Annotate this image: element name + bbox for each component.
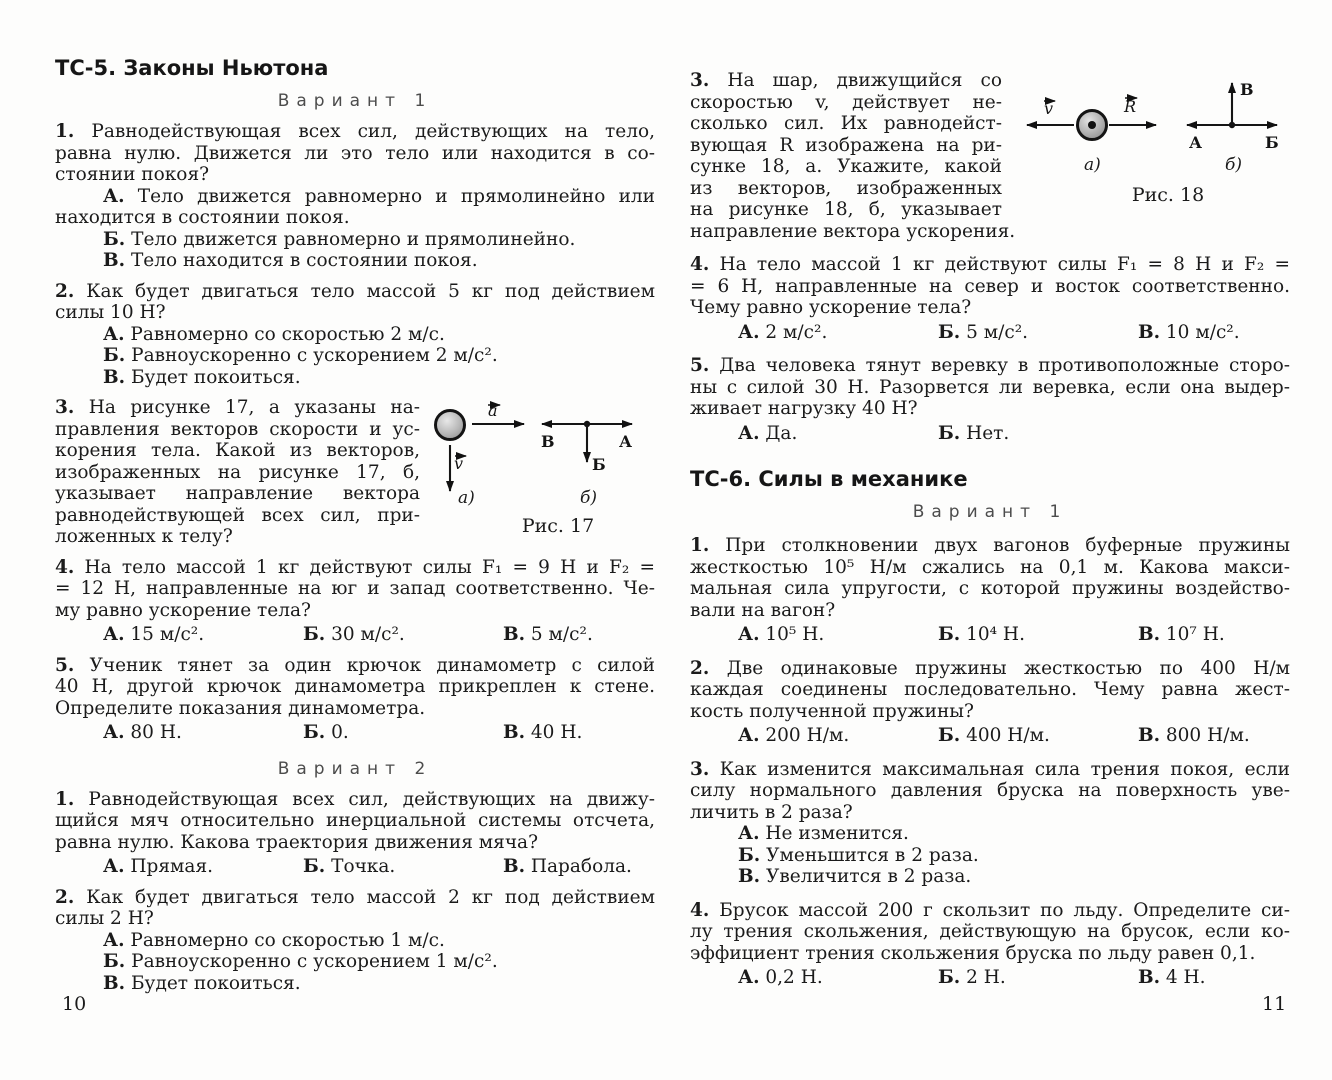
figure-17 — [430, 399, 655, 545]
question-tc5-v1-1 — [55, 121, 655, 272]
answer-option-b: Б. Тело движется равномерно и прямолинейно. — [103, 228, 576, 250]
question-text: 2. Как будет двигаться тело массой 5 кг под действием силы 10 Н? — [55, 280, 655, 323]
question-tc5-v1-5 — [55, 655, 655, 744]
question-tc6-v1-2 — [690, 658, 1290, 747]
answer-option-v: В. Будет покоиться. — [103, 972, 301, 994]
answer-option-b: Б. 2 Н. — [937, 967, 1006, 988]
answer-row — [55, 856, 655, 878]
page-number-right: 11 — [1262, 993, 1287, 1015]
vector-r-label: R — [1124, 97, 1137, 116]
answer-option-b: Б. Равноускоренно с ускорением 1 м/с². — [103, 951, 498, 972]
figure-18-diagram — [1010, 70, 1290, 210]
ball-center-dot — [1088, 121, 1096, 129]
answer-option-a: А. Равномерно со скоростью 1 м/с. — [103, 929, 445, 951]
answer-option-a: А. 0,2 Н. — [738, 967, 823, 988]
answer-option-b: Б. Нет. — [937, 422, 1010, 444]
question-text: 2. Как будет двигаться тело массой 2 кг под действием силы 2 Н? — [55, 886, 655, 929]
answer-option-a: А. Не изменится. — [738, 823, 909, 844]
subfigure-b-label: б) — [1225, 155, 1243, 175]
page-number-left: 10 — [62, 993, 87, 1015]
figure-18-caption: Рис. 18 — [1131, 184, 1205, 206]
section-title-tc6: ТС-6. Силы в механике — [690, 467, 968, 491]
vector-a-label: a — [488, 401, 498, 420]
subfigure-b-label: б) — [580, 488, 598, 508]
vector-v-label: v — [1044, 99, 1054, 118]
question-tc5-v2-3 — [690, 70, 1290, 242]
question-text: 1. При столкновении двух вагонов буферные пружины жесткостью 10⁵ Н/м сжались на 0,1 м. Какова макси- мальная сила упругости, с которой пружины воздейство- вали на вагон? — [690, 535, 1290, 621]
answer-row — [690, 423, 1290, 445]
answer-option-b: Б. Точка. — [302, 856, 396, 877]
answer-option-v: В. 10⁷ Н. — [1137, 624, 1225, 645]
answer-option-a: А. 2 м/с². — [738, 321, 828, 343]
answer-row — [55, 722, 655, 744]
answer-option-a: А. 200 Н/м. — [738, 725, 850, 746]
figure-17-caption: Рис. 17 — [521, 515, 595, 537]
question-text: 1. Равнодействующая всех сил, действующих на тело, равна нулю. Движется ли это тело или находится в со- стоянии покоя? — [55, 121, 655, 185]
answer-option-b: Б. Равноускоренно с ускорением 2 м/с². — [103, 345, 498, 366]
question-tc6-v1-4 — [690, 900, 1290, 989]
question-tc5-v2-4 — [690, 254, 1290, 343]
answer-option-b: Б. Уменьшится в 2 раза. — [738, 844, 979, 866]
dir-label-v: В — [541, 432, 555, 451]
answer-option-a: А. 80 Н. — [103, 722, 182, 743]
answer-option-v: В. 10 м/с². — [1137, 321, 1240, 343]
question-text: 3. На шар, движущийся со скоростью v, действует не- сколько сил. Их равнодейст- вующая R изображена на ри- сунке 18, а. Укажите, какой из векторов, изображенных на рисунке 18, б, указывает направление вектора ускорения. — [690, 70, 1016, 242]
answer-option-v: В. 800 Н/м. — [1137, 725, 1250, 746]
answer-row — [690, 624, 1290, 646]
variant-1-heading-left: Вариант 1 — [277, 91, 433, 111]
answer-option-v: В. Тело находится в состоянии покоя. — [103, 250, 478, 271]
answer-row — [690, 322, 1290, 344]
subfigure-a-label: а) — [1084, 155, 1101, 175]
question-tc5-v2-2 — [55, 887, 655, 995]
question-text: 3. На рисунке 17, а указаны на- правления векторов скорости и ус- корения тела. Какой из векторов, изображенных на рисунке 17, б, указывает направление вектора равнодействующей всех сил, при- ложенных к телу? — [55, 397, 420, 547]
answer-option-a: А. 10⁵ Н. — [738, 624, 825, 645]
variant-1-heading-right: Вариант 1 — [912, 502, 1068, 522]
answer-row — [690, 967, 1290, 989]
question-text: 4. Брусок массой 200 г скользит по льду. Определите си- лу трения скольжения, действующую на брусок, если ко- эффициент трения скольжения бруска по льду равен 0,1. — [690, 899, 1290, 964]
question-tc5-v2-5 — [690, 355, 1290, 444]
question-text: 4. На тело массой 1 кг действуют силы F₁ = 8 Н и F₂ = = 6 Н, направленные на север и восток соответственно. Чему равно ускорение тела? — [690, 254, 1290, 318]
ball-icon — [436, 411, 465, 440]
answer-option-b: Б. 5 м/с². — [937, 321, 1029, 343]
dir-label-b: Б — [1265, 133, 1279, 152]
page-left — [55, 55, 655, 994]
section-title-tc5: ТС-5. Законы Ньютона — [55, 56, 329, 80]
question-text: 5. Ученик тянет за один крючок динамометр с силой 40 Н, другой крючок динамометра прикреплен к стене. Определите показания динамометра. — [55, 654, 655, 719]
answer-option-a: А. Прямая. — [103, 856, 214, 877]
answer-option-b: Б. 400 Н/м. — [937, 725, 1050, 746]
dir-label-a: А — [1189, 133, 1203, 152]
figure-17-diagram — [430, 399, 655, 539]
dir-label-a: А — [619, 432, 633, 451]
figure-18 — [1010, 70, 1290, 216]
answer-option-b: Б. 10⁴ Н. — [937, 624, 1025, 645]
question-tc6-v1-3 — [690, 759, 1290, 888]
answer-option-a: А. Тело движется равномерно и прямолинейно или находится в состоянии покоя. — [55, 185, 655, 228]
answer-option-v: В. 4 Н. — [1137, 967, 1206, 988]
question-tc5-v1-4 — [55, 557, 655, 646]
answer-option-v: В. 40 Н. — [502, 722, 583, 743]
vector-v-label: v — [454, 454, 464, 473]
question-text: 2. Две одинаковые пружины жесткостью по 400 Н/м каждая соединены последовательно. Чему равна жест- кость полученной пружины? — [690, 657, 1290, 722]
answer-option-v: В. 5 м/с². — [502, 624, 593, 645]
variant-2-heading: Вариант 2 — [277, 758, 433, 779]
question-text: 3. Как изменится максимальная сила трения покоя, если силу нормального давления бруска на поверхность уве- личить в 2 раза? — [690, 758, 1290, 823]
answer-row — [55, 624, 655, 646]
subfigure-a-label: а) — [458, 488, 475, 508]
question-text: 5. Два человека тянут веревку в противоположные сторо- ны с силой 30 Н. Разорвется ли веревка, если она выдер- живает нагрузку 40 Н? — [690, 355, 1290, 419]
question-text: 4. На тело массой 1 кг действуют силы F₁ = 9 Н и F₂ = = 12 Н, направленные на юг и запад соответственно. Че- му равно ускорение тела? — [55, 556, 655, 621]
question-tc6-v1-1 — [690, 535, 1290, 646]
question-tc5-v1-2 — [55, 281, 655, 389]
question-tc5-v1-3 — [55, 397, 655, 548]
answer-option-v: В. Увеличится в 2 раза. — [738, 866, 972, 887]
answer-option-v: В. Будет покоиться. — [103, 366, 301, 388]
question-text: 1. Равнодействующая всех сил, действующих на движу- щийся мяч относительно инерциальной системы отсчета, равна нулю. Какова траектория движения мяча? — [55, 788, 655, 853]
answer-option-b: Б. 30 м/с². — [302, 624, 405, 645]
answer-row — [690, 725, 1290, 747]
answer-option-a: А. Равномерно со скоростью 2 м/с. — [103, 323, 445, 345]
page-right — [690, 55, 1290, 989]
question-tc5-v2-1 — [55, 789, 655, 878]
answer-option-v: В. Парабола. — [502, 856, 632, 877]
answer-option-a: А. 15 м/с². — [103, 624, 205, 645]
answer-option-a: А. Да. — [738, 422, 798, 444]
dir-label-v: В — [1240, 80, 1254, 99]
dir-label-b: Б — [592, 455, 606, 474]
answer-option-b: Б. 0. — [302, 722, 349, 743]
